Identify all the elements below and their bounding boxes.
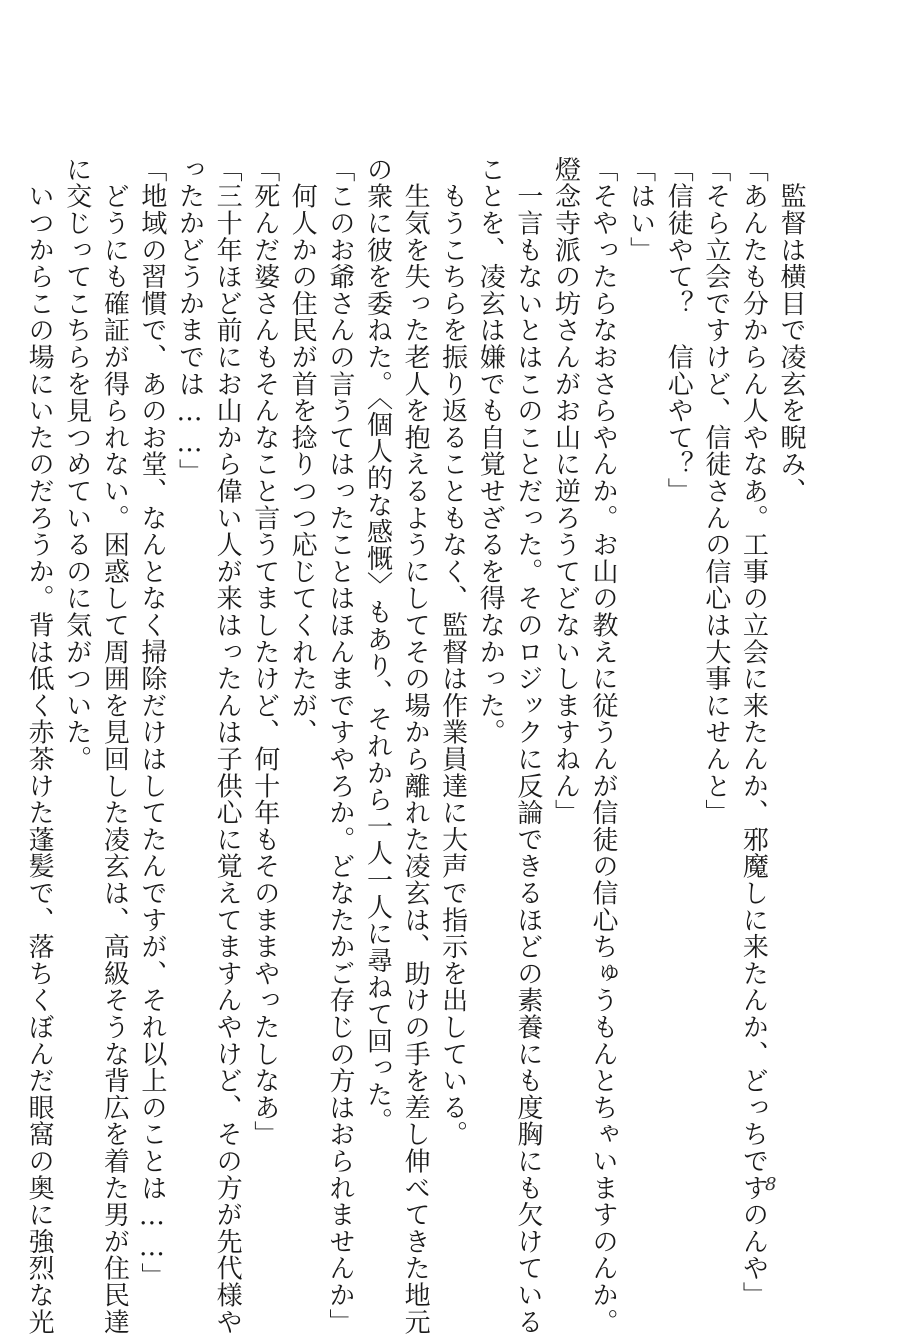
text-line: に交じってこちらを見つめているのに気がついた。 (61, 156, 92, 773)
page-number: 8 (765, 1174, 777, 1195)
text-line: 燈念寺派の坊さんがお山に逆ろうてどないしますねん」 (550, 156, 581, 826)
text-line: 一言もないとはこのことだった。そのロジックに反論できるほどの素養にも度胸にも欠けている (512, 156, 543, 1335)
text-line: 「はい」 (625, 156, 656, 264)
text-line: の衆に彼を委ねた。〈個人的な感慨〉もあり、それから一人一人に尋ねて回った。 (362, 156, 393, 1135)
text-line: ことを、凌玄は嫌でも自覚せざるを得なかった。 (475, 156, 506, 746)
vertical-text-columns (24, 156, 806, 1335)
text-line: どうにも確証が得られない。困惑して周囲を見回した凌玄は、高級そうな背広を着た男が住民達 (99, 156, 130, 1335)
text-line: 「地域の習慣で、あのお堂、なんとなく掃除だけはしてたんですが、それ以上のことは……」 (136, 156, 167, 1290)
text-line: 生気を失った老人を抱えるようにしてその場から離れた凌玄は、助けの手を差し伸べてきた地元 (400, 156, 431, 1335)
text-line: 「そら立会ですけど、信徒さんの信心は大事にせんと」 (700, 156, 731, 826)
text-line: もうこちらを振り返ることもなく、監督は作業員達に大声で指示を出している。 (437, 156, 468, 1148)
text-line: 「あんたも分からん人やなあ。工事の立会に来たんか、邪魔しに来たんか、どっちですのんや」 (738, 156, 769, 1309)
body-text (24, 156, 806, 1335)
text-line: 「そやったらなおさらやんか。お山の教えに従うんが信徒の信心ちゅうもんとちゃいますのんか。 (588, 156, 619, 1335)
text-line: 監督は横目で凌玄を睨み、 (776, 156, 806, 505)
text-line: 「信徒やて？ 信心やて？」 (663, 156, 694, 505)
text-line: 「三十年ほど前にお山から偉い人が来はったんは子供心に覚えてますんやけど、その方が先代様や (212, 156, 243, 1335)
text-line: 何人かの住民が首を捻りつつ応じてくれたが、 (287, 156, 318, 746)
text-line: ったかどうかまでは……」 (174, 156, 205, 486)
text-line: 「死んだ婆さんもそんなこと言うてましたけど、何十年もそのままやったしなあ」 (249, 156, 280, 1148)
text-line: いつからこの場にいたのだろうか。背は低く赤茶けた蓬髪で、落ちくぼんだ眼窩の奥に強烈な光 (24, 156, 55, 1335)
text-line: 「このお爺さんの言うてはったことはほんまですやろか。どなたかご存じの方はおられませんか」 (324, 156, 355, 1335)
